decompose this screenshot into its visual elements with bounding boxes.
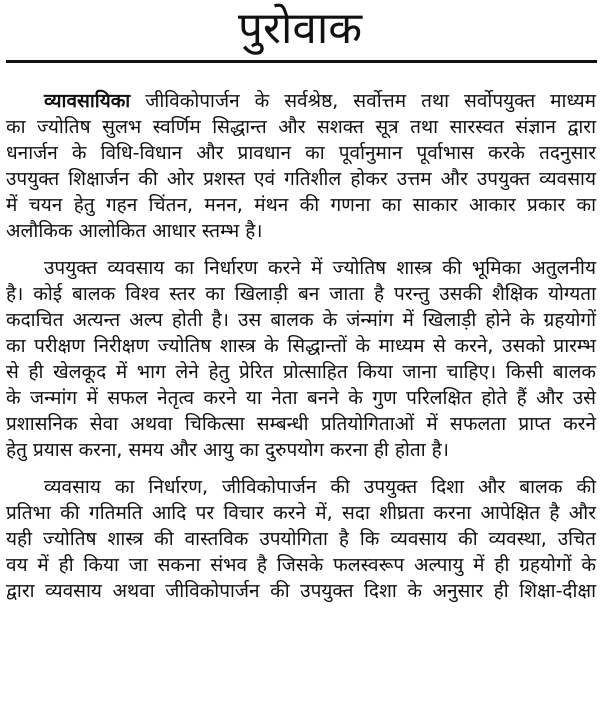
text-line: वय में ही किया जा सकना संभव है जिसके फलस्वरूप अल्पायु में ही ग्रहयोगों के [6, 554, 596, 576]
text-line: धनार्जन के विधि-विधान और प्रावधान का पूर्वानुमान पूर्वाभास करके तदनुसार [6, 142, 596, 164]
page-title: पुरोवाक [237, 3, 363, 54]
text-line: में चयन हेतु गहन चिंतन, मनन, मंथन की गणना का साकार आकार प्रकार का [6, 194, 596, 216]
text-line: हेतु प्रयास करना, समय और आयु का दुरुपयोग करना ही होता है। [6, 439, 449, 461]
text-line: प्रशासनिक सेवा अथवा चिकित्सा सम्बन्धी प्रतियोगिताओं में सफलता प्राप्त करने [6, 413, 596, 435]
text-line: उपयुक्त शिक्षार्जन की ओर प्रशस्त एवं गतिशील होकर उत्तम और उपयुक्त व्यवसाय [6, 168, 596, 190]
text-line: यही ज्योतिष शास्त्र की वास्तविक उपयोगिता है कि व्यवसाय की व्यवस्था, उचित [6, 528, 596, 550]
paragraph-2 [6, 255, 596, 463]
text-line: प्रतिभा की गतिमति आदि पर विचार करने में, सदा शीघ्रता करना आपेक्षित है और [6, 502, 596, 524]
paragraph-3 [6, 474, 596, 604]
lead-bold-word: व्यावसायिका [44, 90, 131, 112]
text-line: व्यावसायिका जीविकोपार्जन के सर्वश्रेष्ठ, सर्वोत्तम तथा सर्वोपयुक्त माध्यम [44, 90, 596, 112]
text-line: कदाचित अत्यन्त अल्प होती है। उस बालक के जंन्मांग में खिलाड़ी होने के ग्रहयोगों [6, 309, 596, 331]
text-line: का परीक्षण निरीक्षण ज्योतिष शास्त्र के सिद्धान्तों के माध्यम से करने, उसको प्रारम्भ [6, 335, 596, 357]
text-line: का ज्योतिष सुलभ स्वर्णिम सिद्धान्त और सशक्त सूत्र तथा सारस्वत संज्ञान द्वारा [6, 116, 596, 138]
title-divider [6, 60, 597, 63]
text-line: व्यवसाय का निर्धारण, जीविकोपार्जन की उपयुक्त दिशा और बालक की [44, 476, 596, 498]
document-body [6, 88, 596, 615]
text-line: से ही खेलकूद में भाग लेने हेतु प्रेरित प्रोत्साहित किया जाना चाहिए। किसी बालक [6, 361, 596, 383]
paragraph-1 [6, 88, 596, 244]
text-line: है। कोई बालक विश्व स्तर का खिलाड़ी बन जाता है परन्तु उसकी शैक्षिक योग्यता [6, 283, 596, 305]
text-line: द्वारा व्यवसाय अथवा जीविकोपार्जन की उपयुक्त दिशा के अनुसार ही शिक्षा-दीक्षा [6, 580, 596, 602]
text-line: अलौकिक आलोकित आधार स्तम्भ है। [6, 220, 263, 242]
text-line: उपयुक्त व्यवसाय का निर्धारण करने में ज्योतिष शास्त्र की भूमिका अतुलनीय [44, 257, 596, 279]
text-line: के जन्मांग में सफल नेतृत्व करने या नेता बनने के गुण परिलक्षित होते हैं और उसे [6, 387, 596, 409]
